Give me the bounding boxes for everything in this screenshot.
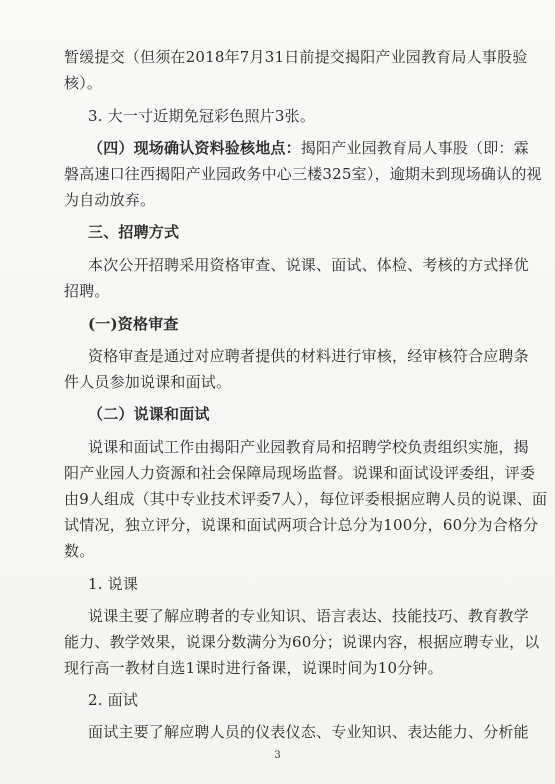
body-text-line: 能力、教学效果，说课分数满分为60分；说课内容，根据应聘专业，以 (64, 633, 540, 651)
body-text-line: 核）。 (64, 74, 103, 92)
body-text-line: 招聘。 (64, 282, 110, 300)
section-verify-location (88, 138, 529, 158)
subsection-heading-qualification: (一)资格审查 (88, 315, 179, 333)
body-text-line: 现行高一教材自选1课时进行备课，说课时间为10分钟。 (64, 659, 443, 677)
body-text-line: 面试主要了解应聘人员的仪表仪态、专业知识、表达能力、分析能 (88, 723, 529, 741)
body-text-line: 阳产业园人力资源和社会保障局现场监督。说课和面试设评委组，评委 (64, 464, 536, 482)
subsection-heading: （四）现场确认资料验核地点： (88, 139, 301, 157)
body-text-line: 磐高速口往西揭阳产业园政务中心三楼325室），逾期未到现场确认的视 (64, 165, 542, 183)
body-text-line: 为自动放弃。 (64, 191, 156, 209)
body-text-line: 说课和面试工作由揭阳产业园教育局和招聘学校负责组织实施，揭 (88, 438, 529, 456)
body-text-line: 试情况，独立评分，说课和面试两项合计总分为100分，60分为合格分 (64, 516, 539, 534)
body-text-line: 说课主要了解应聘者的专业知识、语言表达、技能技巧、教育教学 (88, 607, 529, 625)
body-text-line: 暂缓提交（但须在2018年7月31日前提交揭阳产业园教育局人事股验 (64, 48, 528, 66)
body-text-line: 件人员参加说课和面试。 (64, 373, 232, 391)
list-item-photo: 3. 大一寸近期免冠彩色照片3张。 (88, 107, 316, 125)
body-text-line: 数。 (64, 542, 95, 560)
body-text-line: 本次公开招聘采用资格审查、说课、面试、体检、考核的方式择优 (88, 256, 529, 274)
page-number: 3 (274, 750, 281, 761)
item-heading-lecture: 1. 说课 (88, 575, 139, 593)
item-heading-interview: 2. 面试 (88, 691, 139, 709)
body-text-line: 由9人组成（其中专业技术评委7人），每位评委根据应聘人员的说课、面 (64, 490, 548, 508)
body-text-line: 资格审查是通过对应聘者提供的材料进行审核，经审核符合应聘条 (88, 347, 529, 365)
body-text: 揭阳产业园教育局人事股（即：霖 (300, 139, 529, 157)
subsection-heading-lecture-interview: （二）说课和面试 (88, 405, 210, 423)
section-heading-recruitment-method: 三、招聘方式 (88, 223, 180, 241)
